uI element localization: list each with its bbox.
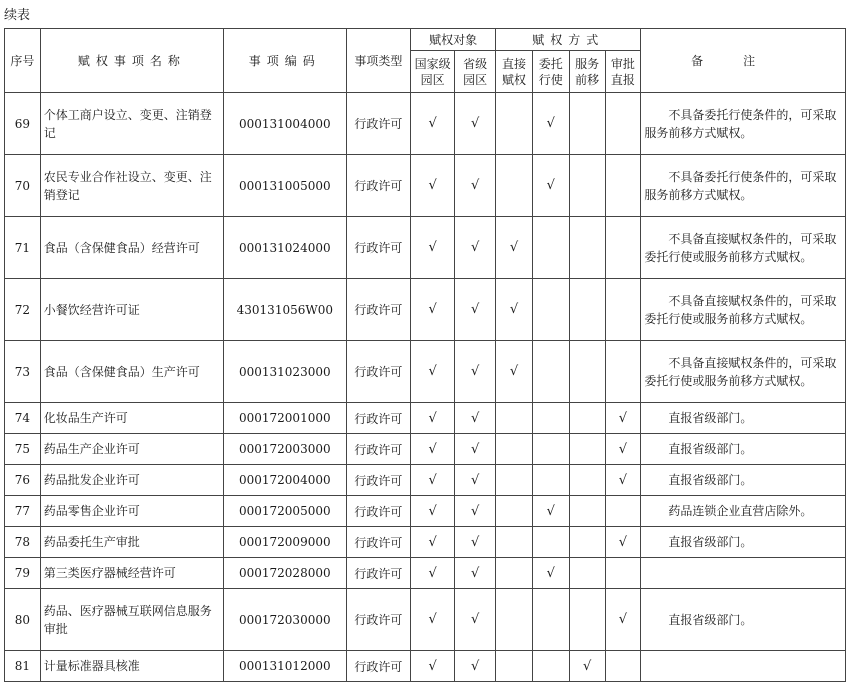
row-check-service bbox=[569, 341, 605, 403]
row-seq: 76 bbox=[5, 465, 41, 496]
row-item-type: 行政许可 bbox=[346, 341, 410, 403]
row-check-national: √ bbox=[411, 217, 455, 279]
row-check-provincial: √ bbox=[455, 403, 496, 434]
table-row bbox=[5, 527, 846, 558]
row-item-name: 药品零售企业许可 bbox=[40, 496, 223, 527]
row-remark: 直报省级部门。 bbox=[641, 403, 846, 434]
row-item-type: 行政许可 bbox=[346, 589, 410, 651]
row-item-name: 第三类医疗器械经营许可 bbox=[40, 558, 223, 589]
table-caption: 续表 bbox=[4, 8, 31, 23]
row-check-provincial: √ bbox=[455, 341, 496, 403]
header-provincial: 省级园区 bbox=[455, 51, 496, 93]
row-check-national: √ bbox=[411, 465, 455, 496]
row-check-report bbox=[605, 217, 641, 279]
row-seq: 80 bbox=[5, 589, 41, 651]
row-item-name: 药品批发企业许可 bbox=[40, 465, 223, 496]
row-check-national: √ bbox=[411, 558, 455, 589]
row-seq: 78 bbox=[5, 527, 41, 558]
row-check-provincial: √ bbox=[455, 465, 496, 496]
row-check-entrust bbox=[532, 651, 569, 682]
row-check-service bbox=[569, 403, 605, 434]
header-remark: 备注 bbox=[641, 29, 846, 93]
row-item-type: 行政许可 bbox=[346, 496, 410, 527]
row-check-report: √ bbox=[605, 434, 641, 465]
row-check-direct: √ bbox=[496, 217, 533, 279]
table-row bbox=[5, 589, 846, 651]
row-remark: 不具备直接赋权条件的，可采取委托行使或服务前移方式赋权。 bbox=[641, 279, 846, 341]
row-check-service bbox=[569, 93, 605, 155]
row-item-name: 药品委托生产审批 bbox=[40, 527, 223, 558]
row-item-type: 行政许可 bbox=[346, 434, 410, 465]
row-check-report bbox=[605, 558, 641, 589]
row-check-direct bbox=[496, 93, 533, 155]
row-item-type: 行政许可 bbox=[346, 465, 410, 496]
header-target-group: 赋权对象 bbox=[411, 29, 496, 51]
table-row bbox=[5, 465, 846, 496]
row-item-name: 农民专业合作社设立、变更、注销登记 bbox=[40, 155, 223, 217]
table-row bbox=[5, 496, 846, 527]
row-item-type: 行政许可 bbox=[346, 93, 410, 155]
table-row bbox=[5, 434, 846, 465]
row-check-national: √ bbox=[411, 651, 455, 682]
row-item-code: 000131023000 bbox=[223, 341, 346, 403]
row-check-direct bbox=[496, 558, 533, 589]
row-check-national: √ bbox=[411, 527, 455, 558]
row-check-entrust: √ bbox=[532, 155, 569, 217]
row-check-entrust bbox=[532, 434, 569, 465]
row-check-direct: √ bbox=[496, 279, 533, 341]
row-check-provincial: √ bbox=[455, 93, 496, 155]
row-item-type: 行政许可 bbox=[346, 403, 410, 434]
row-check-entrust: √ bbox=[532, 93, 569, 155]
row-check-service bbox=[569, 279, 605, 341]
row-check-service bbox=[569, 217, 605, 279]
row-remark: 不具备直接赋权条件的，可采取委托行使或服务前移方式赋权。 bbox=[641, 217, 846, 279]
row-remark: 直报省级部门。 bbox=[641, 527, 846, 558]
row-check-service bbox=[569, 558, 605, 589]
table-row bbox=[5, 403, 846, 434]
row-check-entrust bbox=[532, 403, 569, 434]
row-check-national: √ bbox=[411, 403, 455, 434]
row-check-report: √ bbox=[605, 403, 641, 434]
row-item-code: 430131056W00 bbox=[223, 279, 346, 341]
row-remark: 直报省级部门。 bbox=[641, 434, 846, 465]
row-check-provincial: √ bbox=[455, 155, 496, 217]
header-service: 服务前移 bbox=[569, 51, 605, 93]
row-check-entrust bbox=[532, 279, 569, 341]
row-check-direct bbox=[496, 155, 533, 217]
row-check-provincial: √ bbox=[455, 527, 496, 558]
row-check-national: √ bbox=[411, 341, 455, 403]
row-item-type: 行政许可 bbox=[346, 279, 410, 341]
row-remark: 直报省级部门。 bbox=[641, 465, 846, 496]
row-item-code: 000172005000 bbox=[223, 496, 346, 527]
header-item-code: 事项编码 bbox=[223, 29, 346, 93]
row-check-provincial: √ bbox=[455, 558, 496, 589]
row-item-name: 药品、医疗器械互联网信息服务审批 bbox=[40, 589, 223, 651]
row-seq: 77 bbox=[5, 496, 41, 527]
table-row bbox=[5, 279, 846, 341]
row-check-report bbox=[605, 341, 641, 403]
row-check-direct bbox=[496, 465, 533, 496]
row-check-entrust bbox=[532, 341, 569, 403]
row-check-direct bbox=[496, 434, 533, 465]
row-check-service bbox=[569, 155, 605, 217]
row-check-entrust: √ bbox=[532, 558, 569, 589]
row-seq: 72 bbox=[5, 279, 41, 341]
row-item-name: 食品（含保健食品）经营许可 bbox=[40, 217, 223, 279]
row-check-entrust bbox=[532, 527, 569, 558]
row-check-service bbox=[569, 589, 605, 651]
row-remark bbox=[641, 558, 846, 589]
row-check-provincial: √ bbox=[455, 217, 496, 279]
row-item-name: 小餐饮经营许可证 bbox=[40, 279, 223, 341]
header-national: 国家级园区 bbox=[411, 51, 455, 93]
row-check-entrust: √ bbox=[532, 496, 569, 527]
row-check-provincial: √ bbox=[455, 589, 496, 651]
row-item-name: 食品（含保健食品）生产许可 bbox=[40, 341, 223, 403]
row-remark bbox=[641, 651, 846, 682]
row-check-service: √ bbox=[569, 651, 605, 682]
header-item-name: 赋权事项名称 bbox=[40, 29, 223, 93]
row-item-code: 000131024000 bbox=[223, 217, 346, 279]
authorization-table bbox=[4, 28, 846, 682]
row-check-direct: √ bbox=[496, 341, 533, 403]
row-remark: 药品连锁企业直营店除外。 bbox=[641, 496, 846, 527]
row-item-code: 000131004000 bbox=[223, 93, 346, 155]
row-item-code: 000172004000 bbox=[223, 465, 346, 496]
table-row bbox=[5, 93, 846, 155]
row-check-national: √ bbox=[411, 496, 455, 527]
row-item-code: 000172003000 bbox=[223, 434, 346, 465]
table-body bbox=[5, 93, 846, 682]
row-check-direct bbox=[496, 403, 533, 434]
row-check-direct bbox=[496, 651, 533, 682]
row-seq: 75 bbox=[5, 434, 41, 465]
row-item-name: 化妆品生产许可 bbox=[40, 403, 223, 434]
row-item-name: 个体工商户设立、变更、注销登记 bbox=[40, 93, 223, 155]
row-check-national: √ bbox=[411, 93, 455, 155]
row-check-service bbox=[569, 465, 605, 496]
row-check-national: √ bbox=[411, 279, 455, 341]
row-item-type: 行政许可 bbox=[346, 527, 410, 558]
header-seq: 序号 bbox=[5, 29, 41, 93]
row-check-report bbox=[605, 496, 641, 527]
row-check-provincial: √ bbox=[455, 279, 496, 341]
row-check-entrust bbox=[532, 465, 569, 496]
header-direct: 直接赋权 bbox=[496, 51, 533, 93]
row-remark: 直报省级部门。 bbox=[641, 589, 846, 651]
row-item-type: 行政许可 bbox=[346, 651, 410, 682]
row-item-name: 计量标准器具核准 bbox=[40, 651, 223, 682]
row-seq: 71 bbox=[5, 217, 41, 279]
row-item-type: 行政许可 bbox=[346, 155, 410, 217]
row-check-national: √ bbox=[411, 589, 455, 651]
row-check-report bbox=[605, 279, 641, 341]
row-item-type: 行政许可 bbox=[346, 558, 410, 589]
row-check-service bbox=[569, 496, 605, 527]
row-item-code: 000172028000 bbox=[223, 558, 346, 589]
row-check-report bbox=[605, 93, 641, 155]
row-check-direct bbox=[496, 527, 533, 558]
header-entrust: 委托行使 bbox=[532, 51, 569, 93]
row-check-report: √ bbox=[605, 589, 641, 651]
row-check-national: √ bbox=[411, 155, 455, 217]
row-item-code: 000172001000 bbox=[223, 403, 346, 434]
row-check-provincial: √ bbox=[455, 496, 496, 527]
header-item-type: 事项类型 bbox=[346, 29, 410, 93]
row-remark: 不具备直接赋权条件的，可采取委托行使或服务前移方式赋权。 bbox=[641, 341, 846, 403]
row-seq: 79 bbox=[5, 558, 41, 589]
row-item-code: 000172030000 bbox=[223, 589, 346, 651]
row-seq: 70 bbox=[5, 155, 41, 217]
row-seq: 69 bbox=[5, 93, 41, 155]
row-item-code: 000172009000 bbox=[223, 527, 346, 558]
row-check-service bbox=[569, 434, 605, 465]
row-check-report bbox=[605, 651, 641, 682]
table-row bbox=[5, 651, 846, 682]
row-check-service bbox=[569, 527, 605, 558]
table-row bbox=[5, 341, 846, 403]
header-method-group: 赋权方式 bbox=[496, 29, 641, 51]
row-check-report: √ bbox=[605, 527, 641, 558]
row-seq: 73 bbox=[5, 341, 41, 403]
row-check-report: √ bbox=[605, 465, 641, 496]
row-check-direct bbox=[496, 589, 533, 651]
row-seq: 81 bbox=[5, 651, 41, 682]
row-check-report bbox=[605, 155, 641, 217]
row-check-direct bbox=[496, 496, 533, 527]
row-check-provincial: √ bbox=[455, 434, 496, 465]
row-remark: 不具备委托行使条件的，可采取服务前移方式赋权。 bbox=[641, 155, 846, 217]
row-item-type: 行政许可 bbox=[346, 217, 410, 279]
row-check-national: √ bbox=[411, 434, 455, 465]
table-row bbox=[5, 155, 846, 217]
row-check-entrust bbox=[532, 589, 569, 651]
row-check-provincial: √ bbox=[455, 651, 496, 682]
row-item-name: 药品生产企业许可 bbox=[40, 434, 223, 465]
row-check-entrust bbox=[532, 217, 569, 279]
header-report: 审批直报 bbox=[605, 51, 641, 93]
row-seq: 74 bbox=[5, 403, 41, 434]
table-row bbox=[5, 217, 846, 279]
row-remark: 不具备委托行使条件的，可采取服务前移方式赋权。 bbox=[641, 93, 846, 155]
table-row bbox=[5, 558, 846, 589]
row-item-code: 000131005000 bbox=[223, 155, 346, 217]
row-item-code: 000131012000 bbox=[223, 651, 346, 682]
